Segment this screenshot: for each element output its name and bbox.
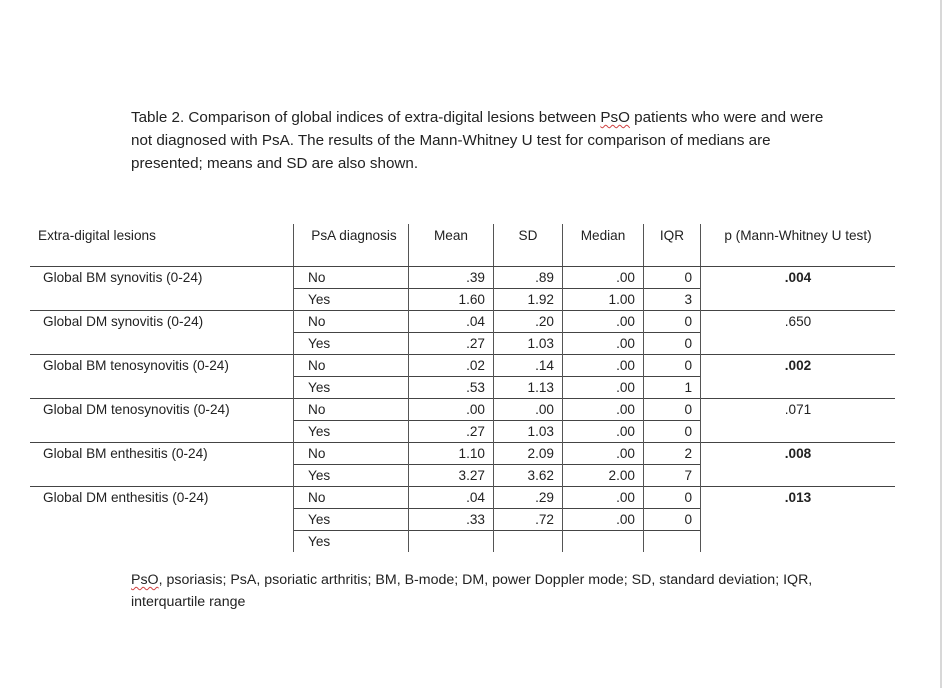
table-row [30,531,895,553]
p-value: .004 [701,267,896,289]
iqr-value: 2 [644,443,701,465]
mean-value: .00 [409,399,494,421]
empty-cell [563,531,644,553]
median-value: .00 [563,421,644,443]
median-value: .00 [563,333,644,355]
sd-value: .72 [494,509,563,531]
psa-diagnosis: Yes [294,421,409,443]
sd-value: 1.92 [494,289,563,311]
iqr-value: 3 [644,289,701,311]
results-table [30,224,895,552]
empty-cell [409,531,494,553]
median-value: 1.00 [563,289,644,311]
median-value: .00 [563,399,644,421]
header-psa: PsA diagnosis [294,224,409,267]
psa-diagnosis: No [294,443,409,465]
header-p: p (Mann-Whitney U test) [701,224,896,267]
caption-text: Table 2. Comparison of global indices of extra-digital lesions between [131,109,601,126]
iqr-value: 0 [644,311,701,333]
lesion-label: Global BM synovitis (0-24) [30,267,294,289]
table-row [30,509,895,531]
median-value: .00 [563,355,644,377]
empty-cell [30,531,294,553]
header-median: Median [563,224,644,267]
table-row [30,355,895,377]
sd-value: 1.03 [494,421,563,443]
empty-cell [30,421,294,443]
mean-value: .02 [409,355,494,377]
caption-text-2: patients who were and were not diagnosed with PsA. The results of the Mann-Whitney U test for comparison of medians are presented; means and SD are also shown. [131,109,824,172]
sd-value: .29 [494,487,563,509]
table-row [30,377,895,399]
empty-cell [701,289,896,311]
psa-diagnosis: Yes [294,289,409,311]
mean-value: 3.27 [409,465,494,487]
table-row [30,289,895,311]
iqr-value: 0 [644,509,701,531]
header-row [30,224,895,267]
table-row [30,399,895,421]
lesion-label: Global BM enthesitis (0-24) [30,443,294,465]
empty-cell [494,531,563,553]
p-value: .002 [701,355,896,377]
mean-value: .33 [409,509,494,531]
table-row [30,443,895,465]
iqr-value: 7 [644,465,701,487]
header-iqr: IQR [644,224,701,267]
median-value: .00 [563,267,644,289]
sd-value: 1.13 [494,377,563,399]
p-value: .013 [701,487,896,509]
sd-value: .89 [494,267,563,289]
empty-cell [701,465,896,487]
table-row [30,465,895,487]
iqr-value: 0 [644,267,701,289]
mean-value: .27 [409,421,494,443]
median-value: 2.00 [563,465,644,487]
psa-diagnosis: No [294,267,409,289]
empty-cell [701,531,896,553]
empty-cell [30,289,294,311]
sd-value: 2.09 [494,443,563,465]
table-row [30,333,895,355]
iqr-value: 0 [644,399,701,421]
iqr-value: 0 [644,355,701,377]
iqr-value: 0 [644,421,701,443]
empty-cell [30,465,294,487]
mean-value: .27 [409,333,494,355]
header-mean: Mean [409,224,494,267]
empty-cell [30,333,294,355]
psa-diagnosis: No [294,355,409,377]
empty-cell [701,421,896,443]
psa-diagnosis: Yes [294,531,409,553]
mean-value: .04 [409,487,494,509]
iqr-value: 0 [644,487,701,509]
psa-diagnosis: No [294,487,409,509]
lesion-label: Global DM tenosynovitis (0-24) [30,399,294,421]
table-caption [131,106,831,175]
lesion-label: Global BM tenosynovitis (0-24) [30,355,294,377]
header-sd: SD [494,224,563,267]
p-value: .008 [701,443,896,465]
median-value: .00 [563,377,644,399]
empty-cell [30,509,294,531]
psa-diagnosis: Yes [294,509,409,531]
table-row [30,487,895,509]
footnote-pso: PsO [131,572,159,588]
header-lesions: Extra-digital lesions [30,224,294,267]
table-row [30,311,895,333]
empty-cell [701,377,896,399]
psa-diagnosis: Yes [294,333,409,355]
iqr-value: 1 [644,377,701,399]
sd-value: .14 [494,355,563,377]
mean-value: .04 [409,311,494,333]
mean-value: 1.60 [409,289,494,311]
mean-value: .39 [409,267,494,289]
psa-diagnosis: No [294,311,409,333]
caption-pso: PsO [600,109,630,126]
sd-value: .00 [494,399,563,421]
empty-cell [701,509,896,531]
p-value: .650 [701,311,896,333]
median-value: .00 [563,443,644,465]
lesion-label: Global DM enthesitis (0-24) [30,487,294,509]
sd-value: 3.62 [494,465,563,487]
median-value: .00 [563,487,644,509]
sd-value: .20 [494,311,563,333]
footnote-text: , psoriasis; PsA, psoriatic arthritis; BM, B-mode; DM, power Doppler mode; SD, standard deviation; IQR, interquartile range [131,572,813,610]
empty-cell [644,531,701,553]
median-value: .00 [563,311,644,333]
empty-cell [701,333,896,355]
mean-value: 1.10 [409,443,494,465]
median-value: .00 [563,509,644,531]
table-row [30,267,895,289]
iqr-value: 0 [644,333,701,355]
table-row [30,421,895,443]
lesion-label: Global DM synovitis (0-24) [30,311,294,333]
page-edge [940,0,942,688]
empty-cell [30,377,294,399]
mean-value: .53 [409,377,494,399]
psa-diagnosis: Yes [294,465,409,487]
footnote [131,569,831,613]
p-value: .071 [701,399,896,421]
psa-diagnosis: Yes [294,377,409,399]
sd-value: 1.03 [494,333,563,355]
psa-diagnosis: No [294,399,409,421]
